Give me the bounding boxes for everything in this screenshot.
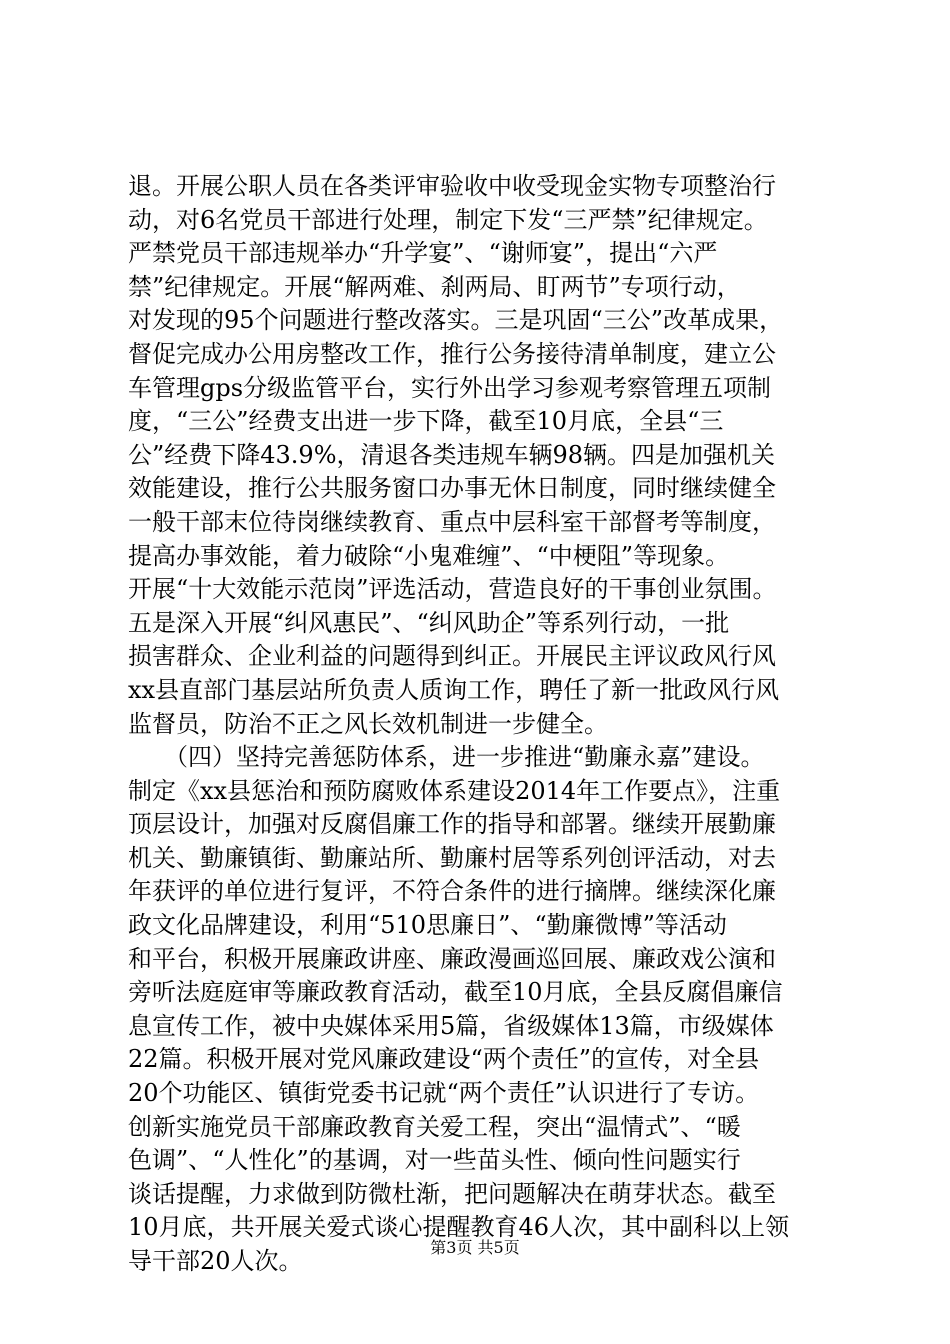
text-line: 公”经费下降43.9%，清退各类违规车辆98辆。四是加强机关 <box>128 440 776 469</box>
text-line: 制定《xx县惩治和预防腐败体系建设2014年工作要点》，注重 <box>128 776 781 805</box>
text-line: 督促完成办公用房整改工作，推行公务接待清单制度，建立公 <box>128 339 776 368</box>
text-line: 对发现的95个问题进行整改落实。三是巩固“三公”改革成果， <box>128 306 784 335</box>
text-line: 严禁党员干部违规举办“升学宴”、“谢师宴”，提出“六严 <box>128 239 718 268</box>
text-line: 提高办事效能，着力破除“小鬼难缠”、“中梗阻”等现象。 <box>128 541 730 570</box>
text-line: 监督员，防治不正之风长效机制进一步健全。 <box>128 709 608 738</box>
text-line: 导干部20人次。 <box>128 1247 303 1275</box>
text-line: 22篇。积极开展对党风廉政建设“两个责任”的宣传，对全县 <box>128 1045 760 1074</box>
text-line: 动，对6名党员干部进行处理，制定下发“三严禁”纪律规定。 <box>128 205 768 234</box>
text-line: 创新实施党员干部廉政教育关爱工程，突出“温情式”、“暖 <box>128 1112 741 1141</box>
text-line: 退。开展公职人员在各类评审验收中收受现金实物专项整治行 <box>128 172 776 200</box>
text-line: 损害群众、企业利益的问题得到纠正。开展民主评议政风行风 <box>128 642 776 671</box>
text-line: 度，“三公”经费支出进一步下降，截至10月底，全县“三 <box>128 407 724 436</box>
text-line: xx县直部门基层站所负责人质询工作，聘任了新一批政风行风 <box>128 675 780 704</box>
text-line: 五是深入开展“纠风惠民”、“纠风助企”等系列行动，一批 <box>128 608 730 637</box>
text-line: 效能建设，推行公共服务窗口办事无休日制度，同时继续健全 <box>128 474 776 503</box>
text-line: 顶层设计，加强对反腐倡廉工作的指导和部署。继续开展勤廉 <box>128 810 776 839</box>
text-line: 开展“十大效能示范岗”评选活动，营造良好的干事创业氛围。 <box>128 575 777 604</box>
body-text <box>128 170 848 1279</box>
text-line: 年获评的单位进行复评，不符合条件的进行摘牌。继续深化廉 <box>128 877 776 906</box>
text-line: 和平台，积极开展廉政讲座、廉政漫画巡回展、廉政戏公演和 <box>128 944 776 973</box>
text-line: 色调”、“人性化”的基调，对一些苗头性、倾向性问题实行 <box>128 1146 741 1175</box>
text-line: 旁听法庭庭审等廉政教育活动，截至10月底，全县反腐倡廉信 <box>128 978 783 1007</box>
page-number-footer: 第3页 共5页 <box>430 1238 520 1257</box>
text-line: （四）坚持完善惩防体系，进一步推进“勤廉永嘉”建设。 <box>128 743 765 772</box>
text-line: 10月底，共开展关爱式谈心提醒教育46人次，其中副科以上领 <box>128 1213 790 1242</box>
text-line: 禁”纪律规定。开展“解两难、刹两局、盯两节”专项行动， <box>128 272 741 301</box>
text-line: 车管理gps分级监管平台，实行外出学习参观考察管理五项制 <box>128 373 772 402</box>
text-line: 息宣传工作，被中央媒体采用5篇，省级媒体13篇，市级媒体 <box>128 1011 774 1040</box>
text-line: 谈话提醒，力求做到防微杜渐，把问题解决在萌芽状态。截至 <box>128 1179 776 1208</box>
text-line: 20个功能区、镇街党委书记就“两个责任”认识进行了专访。 <box>128 1079 760 1108</box>
text-line: 一般干部末位待岗继续教育、重点中层科室干部督考等制度， <box>128 507 776 536</box>
text-line: 政文化品牌建设，利用“510思廉日”、“勤廉微博”等活动 <box>128 911 727 940</box>
text-line: 机关、勤廉镇街、勤廉站所、勤廉村居等系列创评活动，对去 <box>128 843 776 872</box>
